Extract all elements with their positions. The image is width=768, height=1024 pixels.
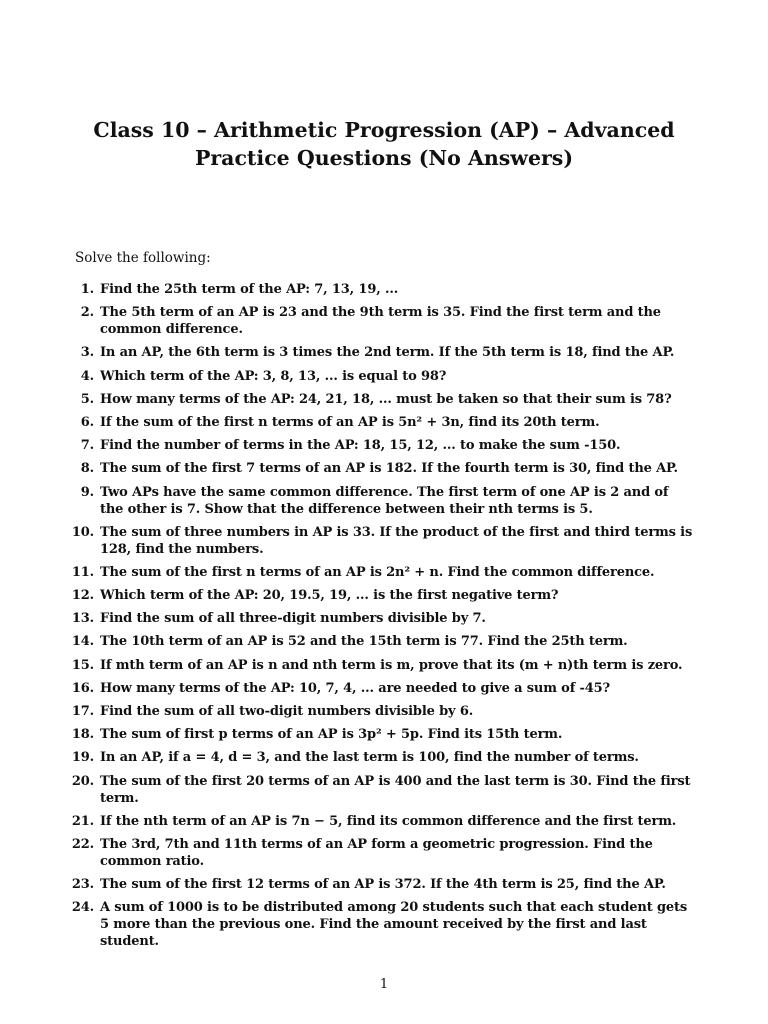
question-number: 22.: [71, 836, 94, 852]
question-number: 5.: [80, 391, 94, 407]
question-number: 3.: [80, 345, 94, 361]
question-item: [60, 281, 696, 298]
question-text: Find the number of terms in the AP: 18, 15, 12, ... to make the sum -150.: [100, 438, 621, 454]
question-item: [60, 773, 696, 807]
instructions-text: Solve the following:: [75, 250, 211, 266]
question-item: [60, 460, 696, 477]
question-item: [60, 610, 696, 627]
question-number: 17.: [71, 704, 94, 719]
question-item: [60, 726, 696, 743]
question-number: 19.: [71, 750, 94, 766]
question-list: [60, 281, 696, 957]
question-number: 21.: [71, 813, 94, 829]
question-text: How many terms of the AP: 10, 7, 4, ... are needed to give a sum of -45?: [100, 680, 611, 696]
question-item: [60, 524, 696, 558]
question-item: [60, 344, 696, 361]
question-text: If the sum of the first n terms of an AP is 5n² + 3n, find its 20th term.: [100, 414, 600, 430]
question-number: 20.: [71, 773, 94, 789]
question-number: 1.: [80, 282, 94, 297]
question-number: 2.: [80, 305, 94, 321]
question-item: [60, 836, 696, 870]
question-text: How many terms of the AP: 24, 21, 18, ... must be taken so that their sum is 78?: [100, 391, 672, 407]
question-text: Which term of the AP: 20, 19.5, 19, ... is the first negative term?: [100, 588, 559, 604]
question-number: 4.: [80, 368, 94, 384]
question-text: Find the 25th term of the AP: 7, 13, 19, ...: [100, 282, 399, 297]
question-item: [60, 813, 696, 830]
question-text: In an AP, if a = 4, d = 3, and the last term is 100, find the number of terms.: [100, 750, 639, 766]
question-number: 15.: [71, 657, 94, 673]
question-text: The sum of the first 7 terms of an AP is 182. If the fourth term is 30, find the AP.: [100, 461, 678, 477]
question-item: [60, 703, 696, 720]
question-item: [60, 680, 696, 697]
question-number: 10.: [71, 524, 94, 540]
question-number: 11.: [71, 564, 94, 580]
question-number: 7.: [80, 438, 94, 454]
question-number: 6.: [80, 414, 94, 430]
page-title: Class 10 – Arithmetic Progression (AP) – Advanced Practice Questions (No Answers): [93, 118, 675, 170]
question-item: [60, 876, 696, 893]
question-number: 23.: [71, 877, 94, 893]
question-item: [60, 564, 696, 581]
question-text: The sum of the first n terms of an AP is 2n² + n. Find the common difference.: [100, 564, 655, 580]
question-text: The sum of the first 20 terms of an AP is 400 and the last term is 30. Find the first term.: [100, 773, 691, 806]
question-item: [60, 899, 696, 950]
question-item: [60, 587, 696, 604]
question-item: [60, 749, 696, 766]
question-text: The sum of first p terms of an AP is 3p² + 5p. Find its 15th term.: [100, 727, 563, 743]
question-text: A sum of 1000 is to be distributed among 20 students such that each student gets 5 more than the previous one. Find the amount received by the first and last student.: [100, 900, 688, 950]
question-item: [60, 437, 696, 454]
page-number: 1: [379, 977, 389, 992]
question-text: The 3rd, 7th and 11th terms of an AP form a geometric progression. Find the common ratio.: [100, 836, 653, 869]
question-number: 8.: [80, 461, 94, 477]
question-text: Which term of the AP: 3, 8, 13, ... is equal to 98?: [100, 368, 447, 384]
question-number: 13.: [71, 611, 94, 627]
question-text: Find the sum of all two-digit numbers divisible by 6.: [100, 704, 474, 719]
question-item: [60, 414, 696, 431]
question-item: [60, 633, 696, 650]
question-number: 24.: [71, 900, 94, 916]
question-text: If mth term of an AP is n and nth term is m, prove that its (m + n)th term is zero.: [100, 657, 683, 673]
question-number: 18.: [71, 727, 94, 743]
question-number: 12.: [71, 588, 94, 604]
question-item: [60, 657, 696, 674]
question-text: The sum of the first 12 terms of an AP is 372. If the 4th term is 25, find the AP.: [100, 877, 666, 893]
question-text: The sum of three numbers in AP is 33. If the product of the first and third terms is 128, find the numbers.: [100, 524, 693, 557]
question-number: 14.: [71, 634, 94, 650]
question-text: Find the sum of all three-digit numbers divisible by 7.: [100, 611, 486, 627]
question-text: Two APs have the same common difference. The first term of one AP is 2 and of the other is 7. Show that the difference between their nth terms is 5.: [100, 484, 669, 517]
question-text: The 10th term of an AP is 52 and the 15th term is 77. Find the 25th term.: [100, 634, 628, 650]
question-text: If the nth term of an AP is 7n − 5, find its common difference and the first term.: [100, 813, 677, 829]
question-item: [60, 391, 696, 408]
question-text: The 5th term of an AP is 23 and the 9th term is 35. Find the first term and the common difference.: [100, 305, 661, 338]
question-item: [60, 368, 696, 385]
question-number: 9.: [80, 484, 94, 500]
question-item: [60, 484, 696, 518]
question-text: In an AP, the 6th term is 3 times the 2nd term. If the 5th term is 18, find the AP.: [100, 345, 675, 361]
question-number: 16.: [71, 680, 94, 696]
question-item: [60, 304, 696, 338]
